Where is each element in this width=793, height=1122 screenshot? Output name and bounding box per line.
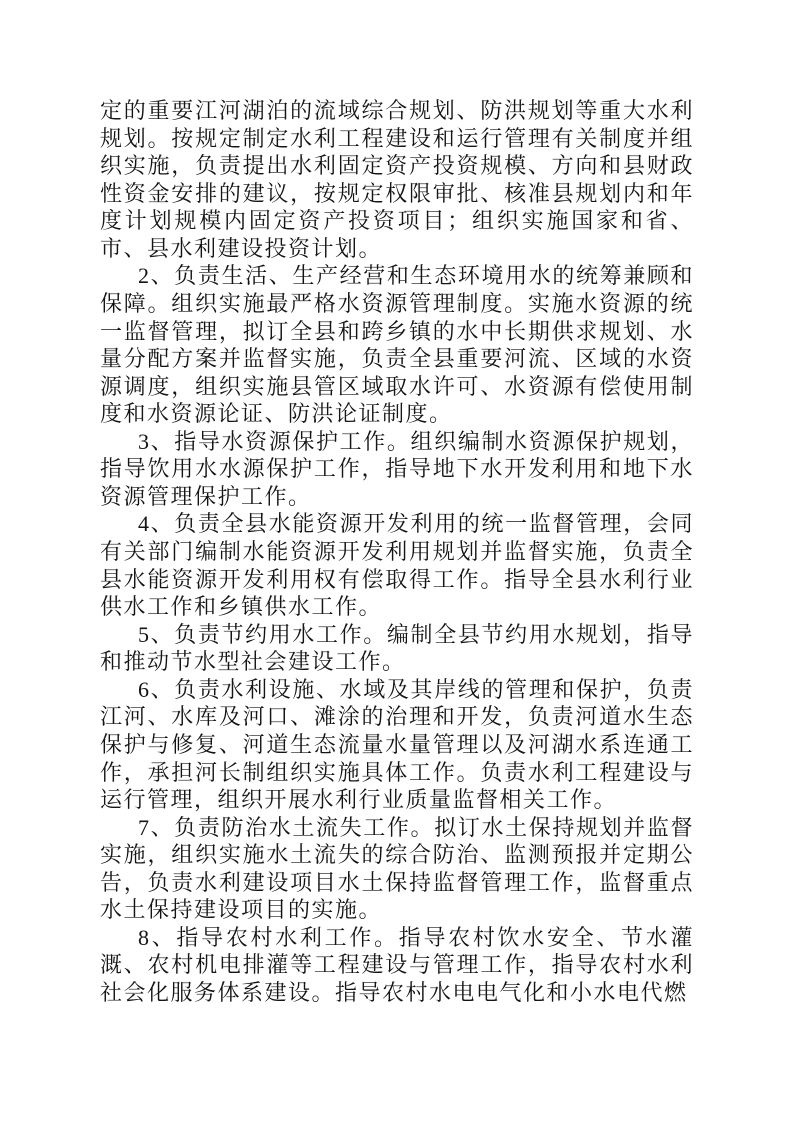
paragraph-item-7: 7、负责防治水土流失工作。拟订水土保持规划并监督实施，组织实施水土流失的综合防治、监测预报并定期公告，负责水利建设项目水土保持监督管理工作，监督重点水土保持建设项目的实施。 xyxy=(100,814,694,923)
paragraph-item-5: 5、负责节约用水工作。编制全县节约用水规划，指导和推动节水型社会建设工作。 xyxy=(100,621,694,675)
paragraph-item-6: 6、负责水利设施、水域及其岸线的管理和保护，负责江河、水库及河口、滩涂的治理和开发，负责河道水生态保护与修复、河道生态流量水量管理以及河湖水系连通工作，承担河长制组织实施具体工作。负责水利工程建设与运行管理，组织开展水利行业质量监督相关工作。 xyxy=(100,676,694,813)
paragraph-item-3: 3、指导水资源保护工作。组织编制水资源保护规划，指导饮用水水源保护工作，指导地下水开发利用和地下水资源管理保护工作。 xyxy=(100,428,694,509)
document-body xyxy=(100,97,694,1007)
paragraph-item-8: 8、指导农村水利工作。指导农村饮水安全、节水灌溉、农村机电排灌等工程建设与管理工作，指导农村水利社会化服务体系建设。指导农村水电电气化和小水电代燃 xyxy=(100,924,694,1005)
paragraph-item-4: 4、负责全县水能资源开发利用的统一监督管理，会同有关部门编制水能资源开发利用规划并监督实施，负责全县水能资源开发利用权有偿取得工作。指导全县水利行业供水工作和乡镇供水工作。 xyxy=(100,511,694,620)
paragraph-item-2: 2、负责生活、生产经营和生态环境用水的统筹兼顾和保障。组织实施最严格水资源管理制度。实施水资源的统一监督管理，拟订全县和跨乡镇的水中长期供求规划、水量分配方案并监督实施，负责全县重要河流、区域的水资源调度，组织实施县管区域取水许可、水资源有偿使用制度和水资源论证、防洪论证制度。 xyxy=(100,263,694,427)
paragraph-continuation: 定的重要江河湖泊的流域综合规划、防洪规划等重大水利规划。按规定制定水利工程建设和运行管理有关制度并组织实施，负责提出水利固定资产投资规模、方向和县财政性资金安排的建议，按规定权限审批、核准县规划内和年度计划规模内固定资产投资项目；组织实施国家和省、市、县水利建设投资计划。 xyxy=(100,98,694,261)
